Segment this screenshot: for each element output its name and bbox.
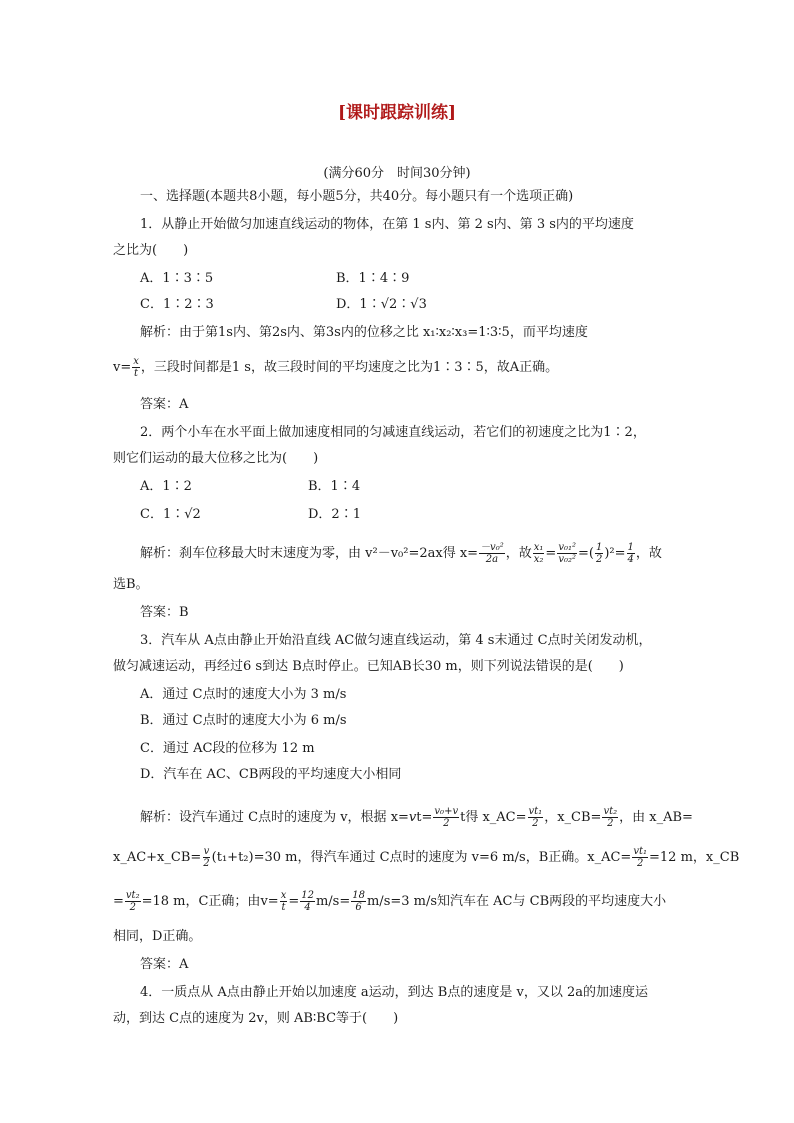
q3-e1-a: 解析：设汽车通过 C点时的速度为 v，根据 x=: [140, 810, 409, 825]
q2-exp-a: 解析：刹车位移最大时末速度为零，由 v²－v₀²=2ax得 x=: [140, 546, 479, 561]
q3-e3-frac-4: [351, 890, 366, 913]
q1-frac-num: x: [133, 356, 139, 367]
q3-e2-f2-num: vt₁: [633, 846, 648, 857]
q3-v-bar: v: [408, 810, 417, 825]
q1-option-d-sep: ∶: [397, 297, 411, 312]
q3-stem-line1: 3．汽车从 A点由静止开始沿直线 AC做匀速直线运动，第 4 s末通过 C点时关闭发动机，: [140, 633, 652, 648]
q3-e1-f2-num: vt₁: [528, 806, 543, 817]
q2-f3-num: v₀₁²: [558, 542, 576, 553]
q3-e3-f2-den: t: [281, 902, 286, 913]
q3-answer: 答案：A: [140, 957, 189, 972]
q3-e2-b: (t₁+t₂)=30 m，得汽车通过 C点时的速度为 v=6 m/s，B正确。x_AC=: [211, 850, 632, 865]
q2-eq1: =: [545, 546, 557, 561]
q3-e3-c: v=: [260, 894, 279, 909]
q2-fraction-3: [557, 542, 577, 565]
q2-exp-c: =(: [578, 546, 594, 561]
q2-fraction-4: [595, 542, 603, 565]
q3-option-a: A．通过 C点时的速度大小为 3 m/s: [140, 687, 347, 702]
q3-e3-d: =: [288, 894, 300, 909]
q3-explanation-line4: 相同，D正确。: [113, 929, 202, 944]
q2-f2-num: x₁: [533, 542, 544, 553]
q3-explanation-line1: [140, 806, 693, 829]
q3-e3-f1-den: 2: [129, 902, 136, 913]
q3-e3-f3-num: 12: [301, 890, 314, 901]
q2-fraction-5: [627, 542, 635, 565]
q3-e3-f4-den: 6: [355, 902, 362, 913]
q3-e3-f2-num: x: [280, 890, 287, 901]
q2-exp-d: )²=: [604, 546, 626, 561]
q3-e1-frac-1: [433, 806, 459, 829]
q2-f5-num: 1: [627, 542, 634, 553]
q3-explanation-line2: [113, 846, 739, 869]
q1-answer: 答案：A: [140, 397, 189, 412]
q1-option-a: A．1∶3∶5: [140, 271, 214, 286]
q3-e1-f3-num: vt₂: [603, 806, 618, 817]
q3-e1-e: ，由 x_AB=: [619, 810, 693, 825]
q2-f3-den: v₀₂²: [558, 554, 576, 565]
q3-e3-f3-den: 4: [304, 902, 311, 913]
q3-e1-d: ，x_CB=: [544, 810, 602, 825]
q2-f4-den: 2: [595, 554, 603, 565]
q3-stem-line2: 做匀减速运动，再经过6 s到达 B点时停止。已知AB长30 m，则下列说法错误的是( ): [113, 659, 624, 674]
q1-stem-line2: 之比为( ): [113, 243, 189, 258]
page-subtitle: (满分60分 时间30分钟): [323, 166, 471, 181]
q3-e3-b: =18 m，C正确；由: [141, 894, 261, 909]
q4-stem-line1: 4．一质点从 A点由静止开始以加速度 a运动，到达 B点的速度是 v，又以 2a的加速度运: [140, 985, 648, 1000]
q1-fraction-x-t: [132, 356, 140, 379]
q1-exp-v: v=: [113, 360, 132, 375]
q2-f5-den: 4: [627, 554, 634, 565]
q2-option-d: D．2∶1: [308, 507, 361, 522]
q3-explanation-line3: [113, 890, 666, 913]
q2-option-b: B．1∶4: [308, 479, 361, 494]
q1-option-d-sqrt3: √3: [410, 297, 427, 312]
q2-explanation-line1: [140, 542, 662, 565]
q3-e3-frac-2: [280, 890, 288, 913]
page-title: [课时跟踪训练]: [337, 103, 457, 123]
q3-e3-frac-3: [300, 890, 315, 913]
q2-explanation-line2: 选B。: [113, 577, 149, 592]
q3-option-d: D．汽车在 AC、CB两段的平均速度大小相同: [140, 767, 402, 782]
q3-e3-frac-1: [125, 890, 141, 913]
q1-option-b: B．1∶4∶9: [336, 271, 410, 286]
q2-stem-line2: 则它们运动的最大位移之比为( ): [113, 451, 319, 466]
q2-f2-den: x₂: [533, 554, 544, 565]
q3-e1-f3-den: 2: [607, 818, 614, 829]
q4-stem-line2: 动，到达 C点的速度为 2v，则 AB∶BC等于( ): [113, 1011, 399, 1026]
q2-f1-den: 2a: [485, 554, 499, 565]
q2-exp-e: ，故: [635, 546, 662, 561]
q3-e1-c: t得 x_AC=: [460, 810, 527, 825]
q3-e2-frac-1: [202, 846, 210, 869]
q1-explanation-line1: 解析：由于第1s内、第2s内、第3s内的位移之比 x₁∶x₂∶x₃=1∶3∶5，而平均速度: [140, 325, 588, 340]
q3-e2-f1-num: v: [203, 846, 210, 857]
q1-stem-line1: 1．从静止开始做匀加速直线运动的物体，在第 1 s内、第 2 s内、第 3 s内的平均速度: [140, 217, 634, 232]
q3-e2-f2-den: 2: [636, 858, 644, 869]
q3-e1-b: t=: [416, 810, 433, 825]
section-heading: 一、选择题(本题共8小题，每小题5分，共40分。每小题只有一个选项正确): [140, 189, 574, 204]
q3-e2-frac-2: [632, 846, 648, 869]
q2-f4-num: 1: [595, 542, 603, 553]
q3-e1-f1-num: v₀+v: [434, 806, 459, 817]
q1-explanation-line2: [113, 356, 558, 379]
q3-e3-f1-num: vt₂: [125, 890, 140, 901]
q3-e2-f1-den: 2: [203, 858, 210, 869]
q1-option-d-prefix: D．1∶: [336, 297, 381, 312]
q2-answer: 答案：B: [140, 605, 189, 620]
q3-option-c: C．通过 AC段的位移为 12 m: [140, 741, 315, 756]
q2-f1-num: －v₀²: [480, 542, 504, 553]
q1-option-d: [336, 296, 427, 314]
q1-exp-rest: ，三段时间都是1 s，故三段时间的平均速度之比为1∶3∶5，故A正确。: [140, 360, 559, 375]
q3-e3-a: =: [113, 894, 124, 909]
q2-option-a: A．1∶2: [140, 479, 192, 494]
q2-option-c: C．1∶√2: [140, 507, 201, 522]
q2-exp-b: ，故: [505, 546, 532, 561]
q3-e3-e: m/s=: [315, 894, 351, 909]
q3-e3-f: m/s=3 m/s知汽车在 AC与 CB两段的平均速度大小: [366, 894, 667, 909]
q3-e3-f4-num: 18: [352, 890, 365, 901]
q3-e2-c: =12 m，x_CB: [649, 850, 740, 865]
q1-option-c: C．1∶2∶3: [140, 297, 214, 312]
q3-e1-frac-3: [602, 806, 618, 829]
q2-stem-line1: 2．两个小车在水平面上做加速度相同的匀减速直线运动，若它们的初速度之比为1∶2，: [140, 425, 646, 440]
q2-fraction-2: [533, 542, 545, 565]
q3-e2-a: x_AC+x_CB=: [113, 850, 202, 865]
q3-e1-frac-2: [528, 806, 544, 829]
q3-e1-f2-den: 2: [532, 818, 539, 829]
q3-e1-f1-den: 2: [443, 818, 450, 829]
q1-option-d-sqrt2: √2: [380, 297, 398, 312]
q3-option-b: B．通过 C点时的速度大小为 6 m/s: [140, 713, 347, 728]
q1-frac-den: t: [134, 368, 139, 379]
q2-fraction-1: [479, 542, 505, 565]
